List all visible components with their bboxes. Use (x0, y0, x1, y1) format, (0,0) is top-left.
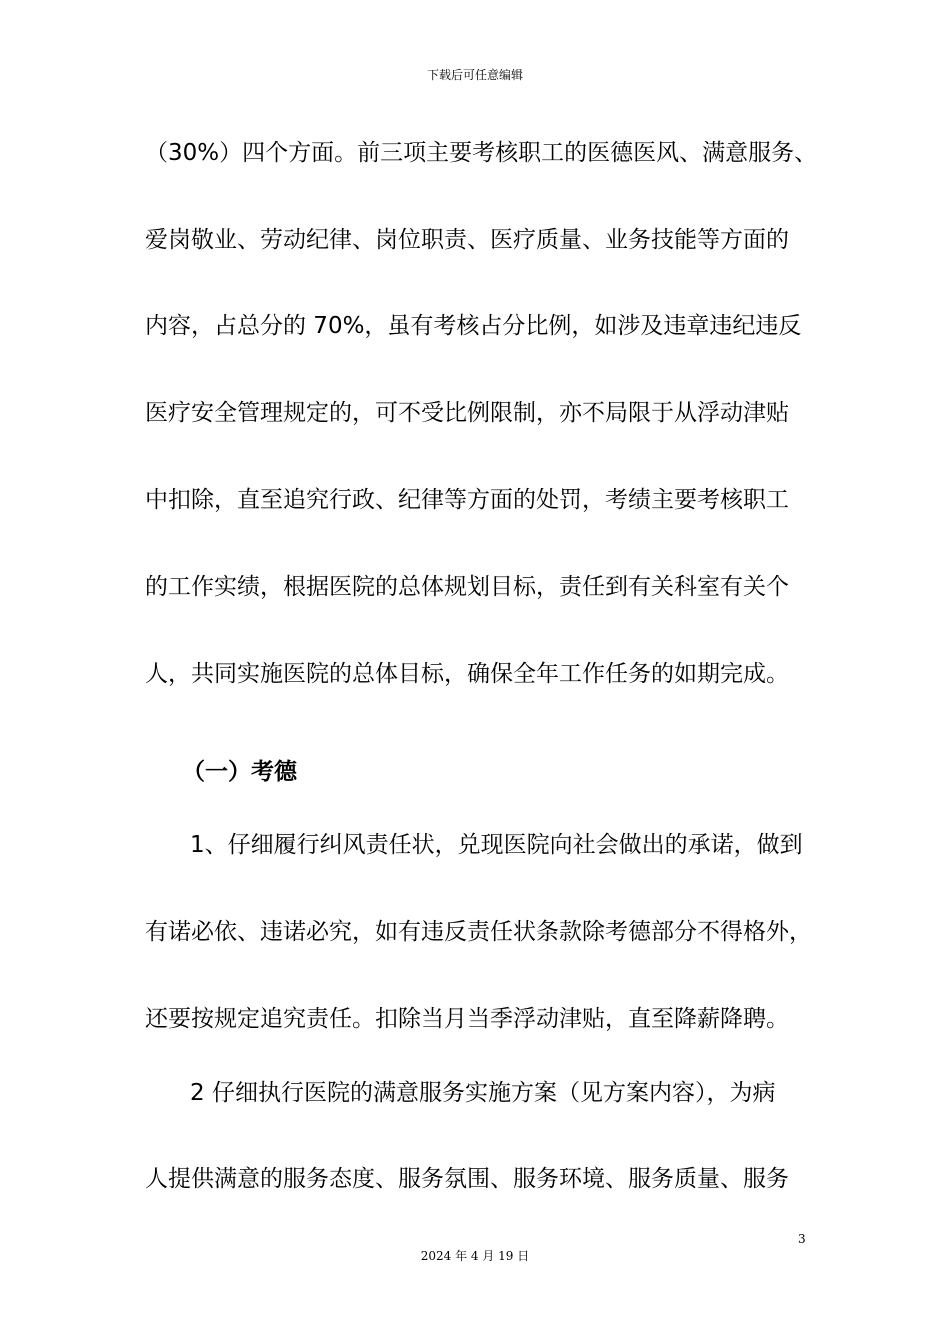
paragraph-line: 2 仔细执行医院的满意服务实施方案（见方案内容），为病 (190, 1080, 776, 1106)
paragraph-line: 医疗安全管理规定的，可不受比例限制，亦不局限于从浮动津贴 (145, 400, 789, 426)
paragraph-line: 内容，占总分的 70%，虽有考核占分比例，如涉及违章违纪违反 (145, 313, 802, 339)
page-number: 3 (798, 1232, 806, 1246)
paragraph-line: 爱岗敬业、劳动纪律、岗位职责、医疗质量、业务技能等方面的 (145, 227, 789, 253)
paragraph-line: （30%）四个方面。前三项主要考核职工的医德医风、满意服务、 (145, 140, 818, 166)
paragraph-line: 中扣除，直至追究行政、纪律等方面的处罚，考绩主要考核职工 (145, 487, 789, 513)
footer-date: 2024 年 4 月 19 日 (420, 1249, 530, 1263)
paragraph-line: 人提供满意的服务态度、服务氛围、服务环境、服务质量、服务 (145, 1166, 789, 1192)
paragraph-line: 的工作实绩，根据医院的总体规划目标，责任到有关科室有关个 (145, 574, 789, 600)
paragraph-line: 还要按规定追究责任。扣除当月当季浮动津贴，直至降薪降聘。 (145, 1006, 789, 1032)
paragraph-line: 有诺必依、违诺必究，如有违反责任状条款除考德部分不得格外， (145, 919, 812, 945)
page-header: 下载后可任意编辑 (426, 68, 523, 82)
section-heading: （一）考德 (182, 759, 297, 785)
paragraph-line: 人，共同实施医院的总体目标，确保全年工作任务的如期完成。 (145, 661, 789, 687)
paragraph-line: 1、仔细履行纠风责任状，兑现医院向社会做出的承诺，做到 (190, 832, 803, 858)
